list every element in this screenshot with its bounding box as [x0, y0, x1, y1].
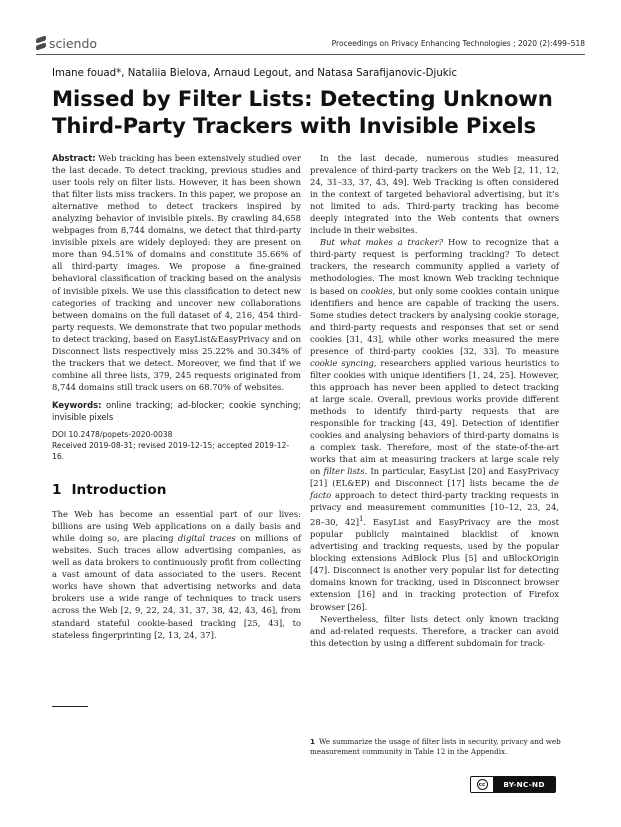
footer-divider — [52, 706, 88, 707]
left-column — [52, 152, 301, 641]
intro-emphasis: de facto — [310, 478, 559, 501]
intro-emphasis: But what makes a tracker? — [320, 237, 444, 248]
footnote — [310, 737, 564, 757]
intro-text: . In particular, EasyList [20] and EasyPrivacy [21] (EL&EP) and Disconnect [17] lists became the — [310, 466, 559, 489]
paper-title — [52, 85, 592, 139]
intro-paragraph-1 — [52, 508, 301, 641]
page-header — [36, 34, 585, 52]
cc-glyph: cc — [477, 779, 488, 790]
intro-text: on millions of websites. Such traces allow advertising companies, as well as data brokers to continuously profit from collecting a vast amount of data associated to the users. Recent works have shown that advertising networks and data brokers use a wide range of techniques to track users across the Web [2, 9, 22, 24, 31, 37, 38, 42, 43, 46], from standard stateful cookie-based tracking [25, 43], to stateless fingerprinting [2, 13, 24, 37]. — [52, 533, 301, 640]
footnote-number: 1 — [310, 737, 316, 746]
section-number: 1 — [52, 482, 62, 499]
license-badge[interactable] — [470, 776, 556, 793]
intro-emphasis: cookies — [360, 285, 393, 296]
sciendo-logo-icon — [36, 37, 46, 50]
received-dates: Received 2019-08-31; revised 2019-12-15; accepted 2019-12-16. — [52, 441, 290, 462]
intro-paragraph-4: Nevertheless, filter lists detect only known tracking and ad-related requests. Therefore, a tracker can avoid this detection by using a different subdomain for track- — [310, 613, 559, 648]
section-title: Introduction — [71, 482, 167, 499]
doi-link[interactable]: DOI 10.2478/popets-2020-0038 — [52, 430, 173, 440]
abstract — [52, 152, 301, 393]
creative-commons-icon — [471, 777, 493, 792]
journal-citation: Proceedings on Privacy Enhancing Technologies ; 2020 (2):499–518 — [331, 38, 585, 48]
title-line-1: Missed by Filter Lists: Detecting Unknown — [52, 86, 553, 111]
publisher-name: sciendo — [49, 35, 98, 51]
intro-text: How to recognize that a third-party request is performing tracking? To detect trackers, the research community applied a variety of methodologies. The most known Web tracking technique is based on — [310, 237, 559, 296]
header-divider — [36, 54, 585, 55]
abstract-label: Abstract: — [52, 153, 96, 163]
abstract-text: Web tracking has been extensively studied over the last decade. To detect tracking, previous studies and user tools rely on filter lists. However, it has been shown that filter lists miss trackers. In this paper, we propose an alternative method to detect trackers inspired by analyzing behavior of invisible pixels. By crawling 84,658 webpages from 8,744 domains, we detect that third-party invisible pixels are widely deployed: they are present on more than 94.51% of domains and constitute 35.66% of all third-party images. We propose a fine-grained behavioral classification of tracking based on the analysis of invisible pixels. We use this classification to detect new categories of tracking and uncover new collaborations between domains on the full dataset of 4, 216, 454 third-party requests. We demonstrate that two popular methods to detect tracking, based on EasyList&EasyPrivacy and on Disconnect lists respectively miss 25.22% and 30.34% of the trackers that we detect. Moreover, we find that if we combine all three lists, 379, 245 requests originated from 8,744 domains still track users on 68.70% of websites. — [52, 153, 301, 392]
intro-text: , but only some cookies contain unique identifiers and hence are capable of tracking the users. Some studies detect trackers by analysing cookie storage, and third-party requests and responses that set or send cookies [31, 43], while other works measured the mere presence of third-party cookies [32, 33]. To measure — [310, 285, 559, 356]
footnote-marker[interactable]: 1 — [358, 515, 364, 524]
right-column — [310, 152, 559, 649]
intro-emphasis: digital traces — [177, 533, 236, 544]
intro-text: The Web has become an essential part of our lives: billions are using Web applications on a daily basis and while doing so, are placing — [52, 509, 301, 544]
author-list: Imane fouad*, Nataliia Bielova, Arnaud Legout, and Natasa Sarafijanovic-Djukic — [52, 68, 458, 79]
section-heading — [52, 482, 301, 499]
keywords — [52, 399, 301, 423]
intro-paragraph-2: In the last decade, numerous studies measured prevalence of third-party trackers on the Web [2, 11, 12, 24, 31–33, 37, 43, 49]. Web Tracking is often considered in the context of targeted behavioral advertising, but it’s not limited to ads. Third-party tracking has become deeply integrated into the Web contents that owners include in their websites. — [310, 153, 559, 236]
keywords-text: online tracking; ad-blocker; cookie synching; invisible pixels — [52, 399, 301, 422]
footnote-text: We summarize the usage of filter lists in security, privacy and web measurement community in Table 12 in the Appendix. — [310, 737, 561, 756]
intro-emphasis: cookie syncing — [310, 357, 374, 368]
intro-text: . EasyList and EasyPrivacy are the most popular publicly maintained blacklist of known advertising and tracking requests, used by the popular blocking extensions AdBlock Plus [5] and uBlockOrigin [47]. Disconnect is another very popular list for detecting domains known for tracking, used in Disconnect browser extension [16] and in tracking protection of Firefox browser [26]. — [310, 517, 560, 612]
title-line-2: Third-Party Trackers with Invisible Pixels — [52, 113, 537, 138]
license-label: BY-NC-ND — [493, 777, 555, 792]
intro-text: approach to detect third-party tracking requests in privacy and measurement communities [10–12, 23, 24, 28–30, 42] — [310, 490, 559, 528]
publisher-logo[interactable] — [36, 36, 97, 51]
intro-text: , researchers applied various heuristics to filter cookies with unique identifiers [1, 24, 25]. However, this approach has never been applied to detect tracking at large scale. Overall, previous works provide different methods to identify third-party requests that are responsible for tracking [43, 49]. Detection of identifier cookies and analysing behaviors of third-party domains is a complex task. Therefore, most of the state-of-the-art works that aim at measuring trackers at large scale rely on — [310, 357, 559, 477]
intro-paragraph-3 — [310, 236, 559, 612]
keywords-label: Keywords: — [52, 399, 102, 410]
intro-emphasis: filter lists — [323, 466, 365, 477]
